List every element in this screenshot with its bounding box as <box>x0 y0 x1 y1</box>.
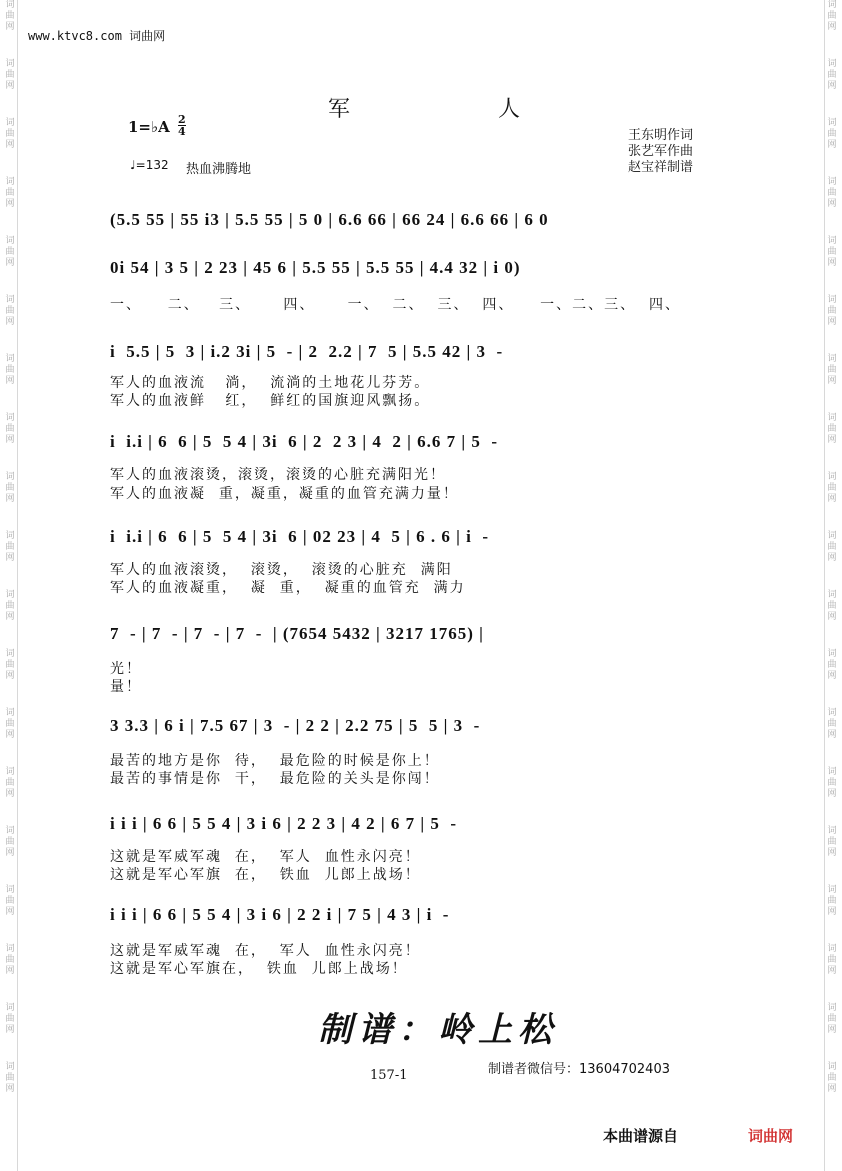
key-signature <box>128 113 186 138</box>
site-url[interactable]: www.ktvc8.com 词曲网 <box>28 29 166 43</box>
lyric-line: 量！ <box>110 679 142 695</box>
transcriber-signature: 制谱：岭上松 <box>318 1010 558 1050</box>
verse-numbers: 一、 二、 三、 四、 一、 二、 三、 四、 一、二、三、 四、 <box>110 297 682 313</box>
lyric-line: 军人的血液滚烫，滚烫，滚烫的心脏充满阳光！ <box>110 467 446 483</box>
lyricist-credit: 王东明作词 <box>628 128 694 143</box>
notation: i 5.5 | 5 3 | i.2 3i | 5 - | 2 2.2 | 7 5 | 5.5 42 | 3 - <box>110 342 504 361</box>
notation: i i.i | 6 6 | 5 5 4 | 3i 6 | 2 2 3 | 4 2 | 6.6 7 | 5 - <box>110 432 499 451</box>
notation: 7 - | 7 - | 7 - | 7 - | (7654 5432 | 3217 1765) | <box>110 624 484 643</box>
page-number: 157-1 <box>370 1068 408 1083</box>
notation: i i.i | 6 6 | 5 5 4 | 3i 6 | 02 23 | 4 5 | 6 . 6 | i - <box>110 527 489 546</box>
lyric-line: 光！ <box>110 661 142 677</box>
notation: i i i | 6 6 | 5 5 4 | 3 i 6 | 2 2 i | 7 5 | 4 3 | i - <box>110 905 450 924</box>
score-line-1 <box>110 210 740 254</box>
song-title: 军人 <box>328 97 669 122</box>
lyric-line: 军人的血液鲜 红， 鲜红的国旗迎风飘扬。 <box>110 393 431 409</box>
lyric-line: 最苦的事情是你 干， 最危险的关头是你闯！ <box>110 771 440 787</box>
lyric-line: 这就是军心军旗在， 铁血 儿郎上战场！ <box>110 961 408 977</box>
lyric-line: 这就是军心军旗 在， 铁血 儿郎上战场！ <box>110 867 421 883</box>
notation: 3 3.3 | 6 i | 7.5 67 | 3 - | 2 2 | 2.2 75 | 5 5 | 3 - <box>110 716 481 735</box>
lyric-line: 军人的血液凝重， 凝 重， 凝重的血管充 满力 <box>110 580 466 596</box>
right-border-watermark: 词曲网 词曲网 词曲网 词曲网 词曲网 词曲网 词曲网 词曲网 词曲网 词曲网 词曲网 词曲网 词曲网 词曲网 词曲网 词曲网 词曲网 词曲网 词曲网 <box>824 0 839 1171</box>
lyric-line: 军人的血液凝 重，凝重，凝重的血管充满力量！ <box>110 486 459 502</box>
source-site-link[interactable]: 词曲网 <box>748 1127 794 1145</box>
transcriber-credit: 赵宝祥制谱 <box>628 160 694 175</box>
lyric-line: 军人的血液流 淌， 流淌的土地花儿芬芳。 <box>110 375 431 391</box>
notation: i i i | 6 6 | 5 5 4 | 3 i 6 | 2 2 3 | 4 2 | 6 7 | 5 - <box>110 814 458 833</box>
time-top: 2 <box>178 113 186 126</box>
notation: 0i 54 | 3 5 | 2 23 | 45 6 | 5.5 55 | 5.5 55 | 4.4 32 | i 0) <box>110 258 521 277</box>
notation: (5.5 55 | 55 i3 | 5.5 55 | 5 0 | 6.6 66 | 66 24 | 6.6 66 | 6 0 <box>110 210 549 229</box>
time-signature <box>178 114 186 137</box>
wechat-contact: 制谱者微信号：13604702403 <box>488 1062 670 1077</box>
expression-marking: 热血沸腾地 <box>186 162 252 177</box>
time-bottom: 4 <box>178 125 186 138</box>
composer-credit: 张艺军作曲 <box>628 144 694 159</box>
lyric-line: 这就是军威军魂 在， 军人 血性永闪亮！ <box>110 943 421 959</box>
tempo-marking: ♩=132 <box>130 158 169 172</box>
lyric-line: 军人的血液滚烫， 滚烫， 滚烫的心脏充 满阳 <box>110 562 453 578</box>
lyric-line: 这就是军威军魂 在， 军人 血性永闪亮！ <box>110 849 421 865</box>
key-label: 1=♭A <box>128 118 170 136</box>
lyric-line: 最苦的地方是你 待， 最危险的时候是你上！ <box>110 753 440 769</box>
source-label: 本曲谱源自 <box>603 1127 679 1145</box>
left-border-watermark: 词曲网 词曲网 词曲网 词曲网 词曲网 词曲网 词曲网 词曲网 词曲网 词曲网 词曲网 词曲网 词曲网 词曲网 词曲网 词曲网 词曲网 词曲网 词曲网 <box>3 0 18 1171</box>
credits <box>628 128 693 176</box>
score-line-6 <box>110 624 740 668</box>
